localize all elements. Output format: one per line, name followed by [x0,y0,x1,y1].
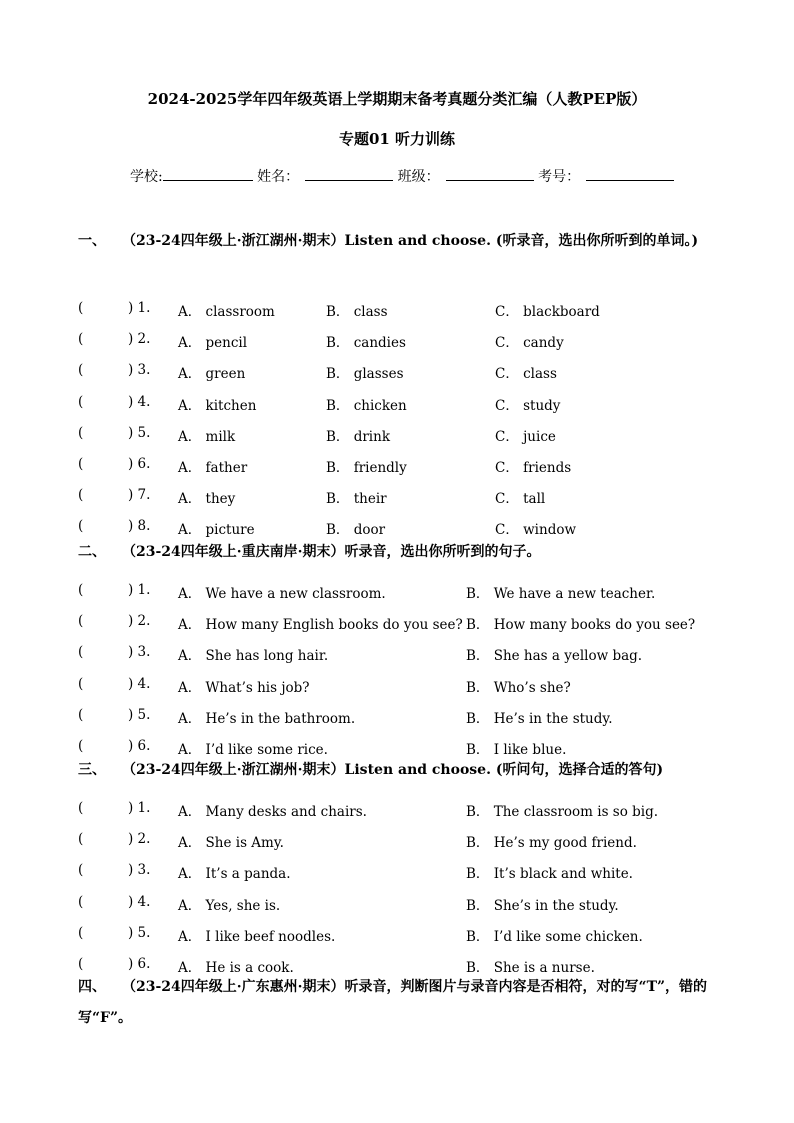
option-a: A． Many desks and chairs. [178,804,367,820]
question-row [78,487,718,507]
option-a: A． She is Amy. [178,835,284,852]
answer-blank-close: ) 2. [128,331,151,348]
answer-blank-close: ) 4. [128,675,151,692]
option-b: B． The classroom is so big. [466,804,659,820]
class-field[interactable] [446,165,534,181]
option-a: A． It’s a panda. [178,866,291,883]
option-c: C． class [495,366,557,383]
answer-blank-open[interactable]: ( [78,518,84,535]
option-a: A． She has long hair. [178,648,329,665]
answer-blank-open[interactable]: ( [78,800,84,816]
option-a: A． pencil [178,335,248,352]
option-b: B． How many books do you see? [466,617,696,634]
section-instruction: （23-24四年级上·浙江湖州·期末）Listen and choose. (听录音，选出你所听到的单词。) [122,233,699,249]
option-a: A． Yes, she is. [178,897,281,914]
section-heading [78,537,718,568]
answer-blank-close: ) 8. [128,518,151,535]
number-field[interactable] [586,165,674,181]
question-row [78,331,718,351]
answer-blank-close: ) 6. [128,956,151,972]
section-heading [78,972,718,1034]
option-b: B． We have a new teacher. [466,586,656,602]
question-row [78,831,718,851]
answer-blank-open[interactable]: ( [78,300,84,316]
section-number: 二、 [78,544,106,560]
page-subtitle: 专题01 听力训练 [338,130,456,148]
section-heading [78,755,718,786]
option-a: A． He’s in the bathroom. [178,710,356,727]
question-row [78,800,718,820]
option-b: B． She’s in the study. [466,897,619,914]
answer-blank-open[interactable]: ( [78,644,84,661]
answer-blank-open[interactable]: ( [78,393,84,410]
option-b: B． It’s black and white. [466,866,633,883]
option-a: A． father [178,460,248,476]
option-b: B． friendly [326,460,407,476]
number-label: 考号： [538,169,581,185]
section-instruction: （23-24四年级上·浙江湖州·期末）Listen and choose. (听问句，选择合适的答句) [122,762,664,778]
answer-blank-close: ) 5. [128,706,151,723]
question-row [78,925,718,945]
section-heading [78,226,718,257]
option-b: B． drink [326,428,390,445]
option-b: B． I like blue. [466,742,567,758]
option-b: B． glasses [326,366,404,383]
option-b: B． class [326,304,388,320]
section-instruction: （23-24四年级上·重庆南岸·期末）听录音，选出你所听到的句子。 [122,544,541,560]
option-a: A． What’s his job? [178,679,310,696]
answer-blank-open[interactable]: ( [78,893,84,910]
answer-blank-close: ) 5. [128,924,151,941]
option-b: B． She is a nurse. [466,960,595,976]
answer-blank-open[interactable]: ( [78,956,84,972]
question-row [78,425,718,445]
section-number: 四、 [78,979,106,995]
option-a: A． milk [178,428,236,445]
answer-blank-open[interactable]: ( [78,456,84,472]
answer-blank-open[interactable]: ( [78,738,84,754]
answer-blank-open[interactable]: ( [78,613,84,630]
question-row [78,676,718,696]
question-row [78,300,718,320]
option-a: A． I’d like some rice. [178,742,328,758]
answer-blank-close: ) 4. [128,393,151,410]
answer-blank-close: ) 3. [128,644,151,661]
option-c: C． window [495,522,577,539]
option-b: B． door [326,522,386,539]
student-info-line [130,165,674,186]
answer-blank-close: ) 5. [128,424,151,441]
option-a: A． green [178,366,246,383]
answer-blank-close: ) 2. [128,831,151,848]
option-b: B． She has a yellow bag. [466,648,643,665]
option-b: B． chicken [326,397,407,414]
answer-blank-close: ) 4. [128,893,151,910]
option-b: B． He’s my good friend. [466,835,637,852]
answer-blank-open[interactable]: ( [78,331,84,348]
question-row [78,582,718,602]
option-c: C． candy [495,335,564,352]
answer-blank-close: ) 3. [128,362,151,379]
question-row [78,362,718,382]
answer-blank-open[interactable]: ( [78,862,84,879]
answer-blank-open[interactable]: ( [78,362,84,379]
option-a: A． classroom [178,304,275,320]
option-a: A． they [178,491,236,508]
option-b: B． I’d like some chicken. [466,928,643,945]
answer-blank-open[interactable]: ( [78,706,84,723]
option-a: A． He is a cook. [178,960,294,976]
option-b: B． candies [326,335,406,352]
option-b: B． their [326,491,387,508]
answer-blank-close: ) 6. [128,456,151,472]
answer-blank-close: ) 3. [128,862,151,879]
question-row [78,613,718,633]
school-field[interactable] [163,165,253,181]
answer-blank-open[interactable]: ( [78,831,84,848]
option-a: A． picture [178,522,255,539]
option-b: B． Who’s she? [466,679,571,696]
option-b: B． He’s in the study. [466,710,613,727]
question-row [78,894,718,914]
name-field[interactable] [305,165,393,181]
answer-blank-close: ) 1. [128,300,151,316]
section-number: 一、 [78,233,106,249]
answer-blank-open[interactable]: ( [78,487,84,504]
answer-blank-close: ) 2. [128,613,151,630]
option-c: C． blackboard [495,304,600,320]
option-c: C． juice [495,428,556,445]
section-number: 三、 [78,762,106,778]
school-label: 学校: [130,169,163,185]
question-row [78,707,718,727]
page-title: 2024-2025学年四年级英语上学期期末备考真题分类汇编（人教PEP版） [147,90,647,108]
option-a: A． We have a new classroom. [178,586,386,602]
option-c: C． friends [495,460,572,476]
question-row [78,644,718,664]
answer-blank-close: ) 1. [128,582,151,598]
question-row [78,518,718,538]
option-a: A． How many English books do you see? [178,617,463,634]
answer-blank-close: ) 6. [128,738,151,754]
question-row [78,456,718,476]
question-row [78,394,718,414]
answer-blank-open[interactable]: ( [78,675,84,692]
answer-blank-open[interactable]: ( [78,424,84,441]
option-c: C． study [495,397,561,414]
section-instruction: （23-24四年级上·广东惠州·期末）听录音，判断图片与录音内容是否相符，对的写“T”，错的写“F”。 [78,979,708,1026]
option-a: A． kitchen [178,397,257,414]
option-a: A． I like beef noodles. [178,928,336,945]
answer-blank-open[interactable]: ( [78,924,84,941]
question-row [78,862,718,882]
class-label: 班级： [397,169,440,185]
answer-blank-close: ) 1. [128,800,151,816]
option-c: C． tall [495,491,546,508]
answer-blank-close: ) 7. [128,487,151,504]
answer-blank-open[interactable]: ( [78,582,84,598]
name-label: 姓名： [257,169,300,185]
